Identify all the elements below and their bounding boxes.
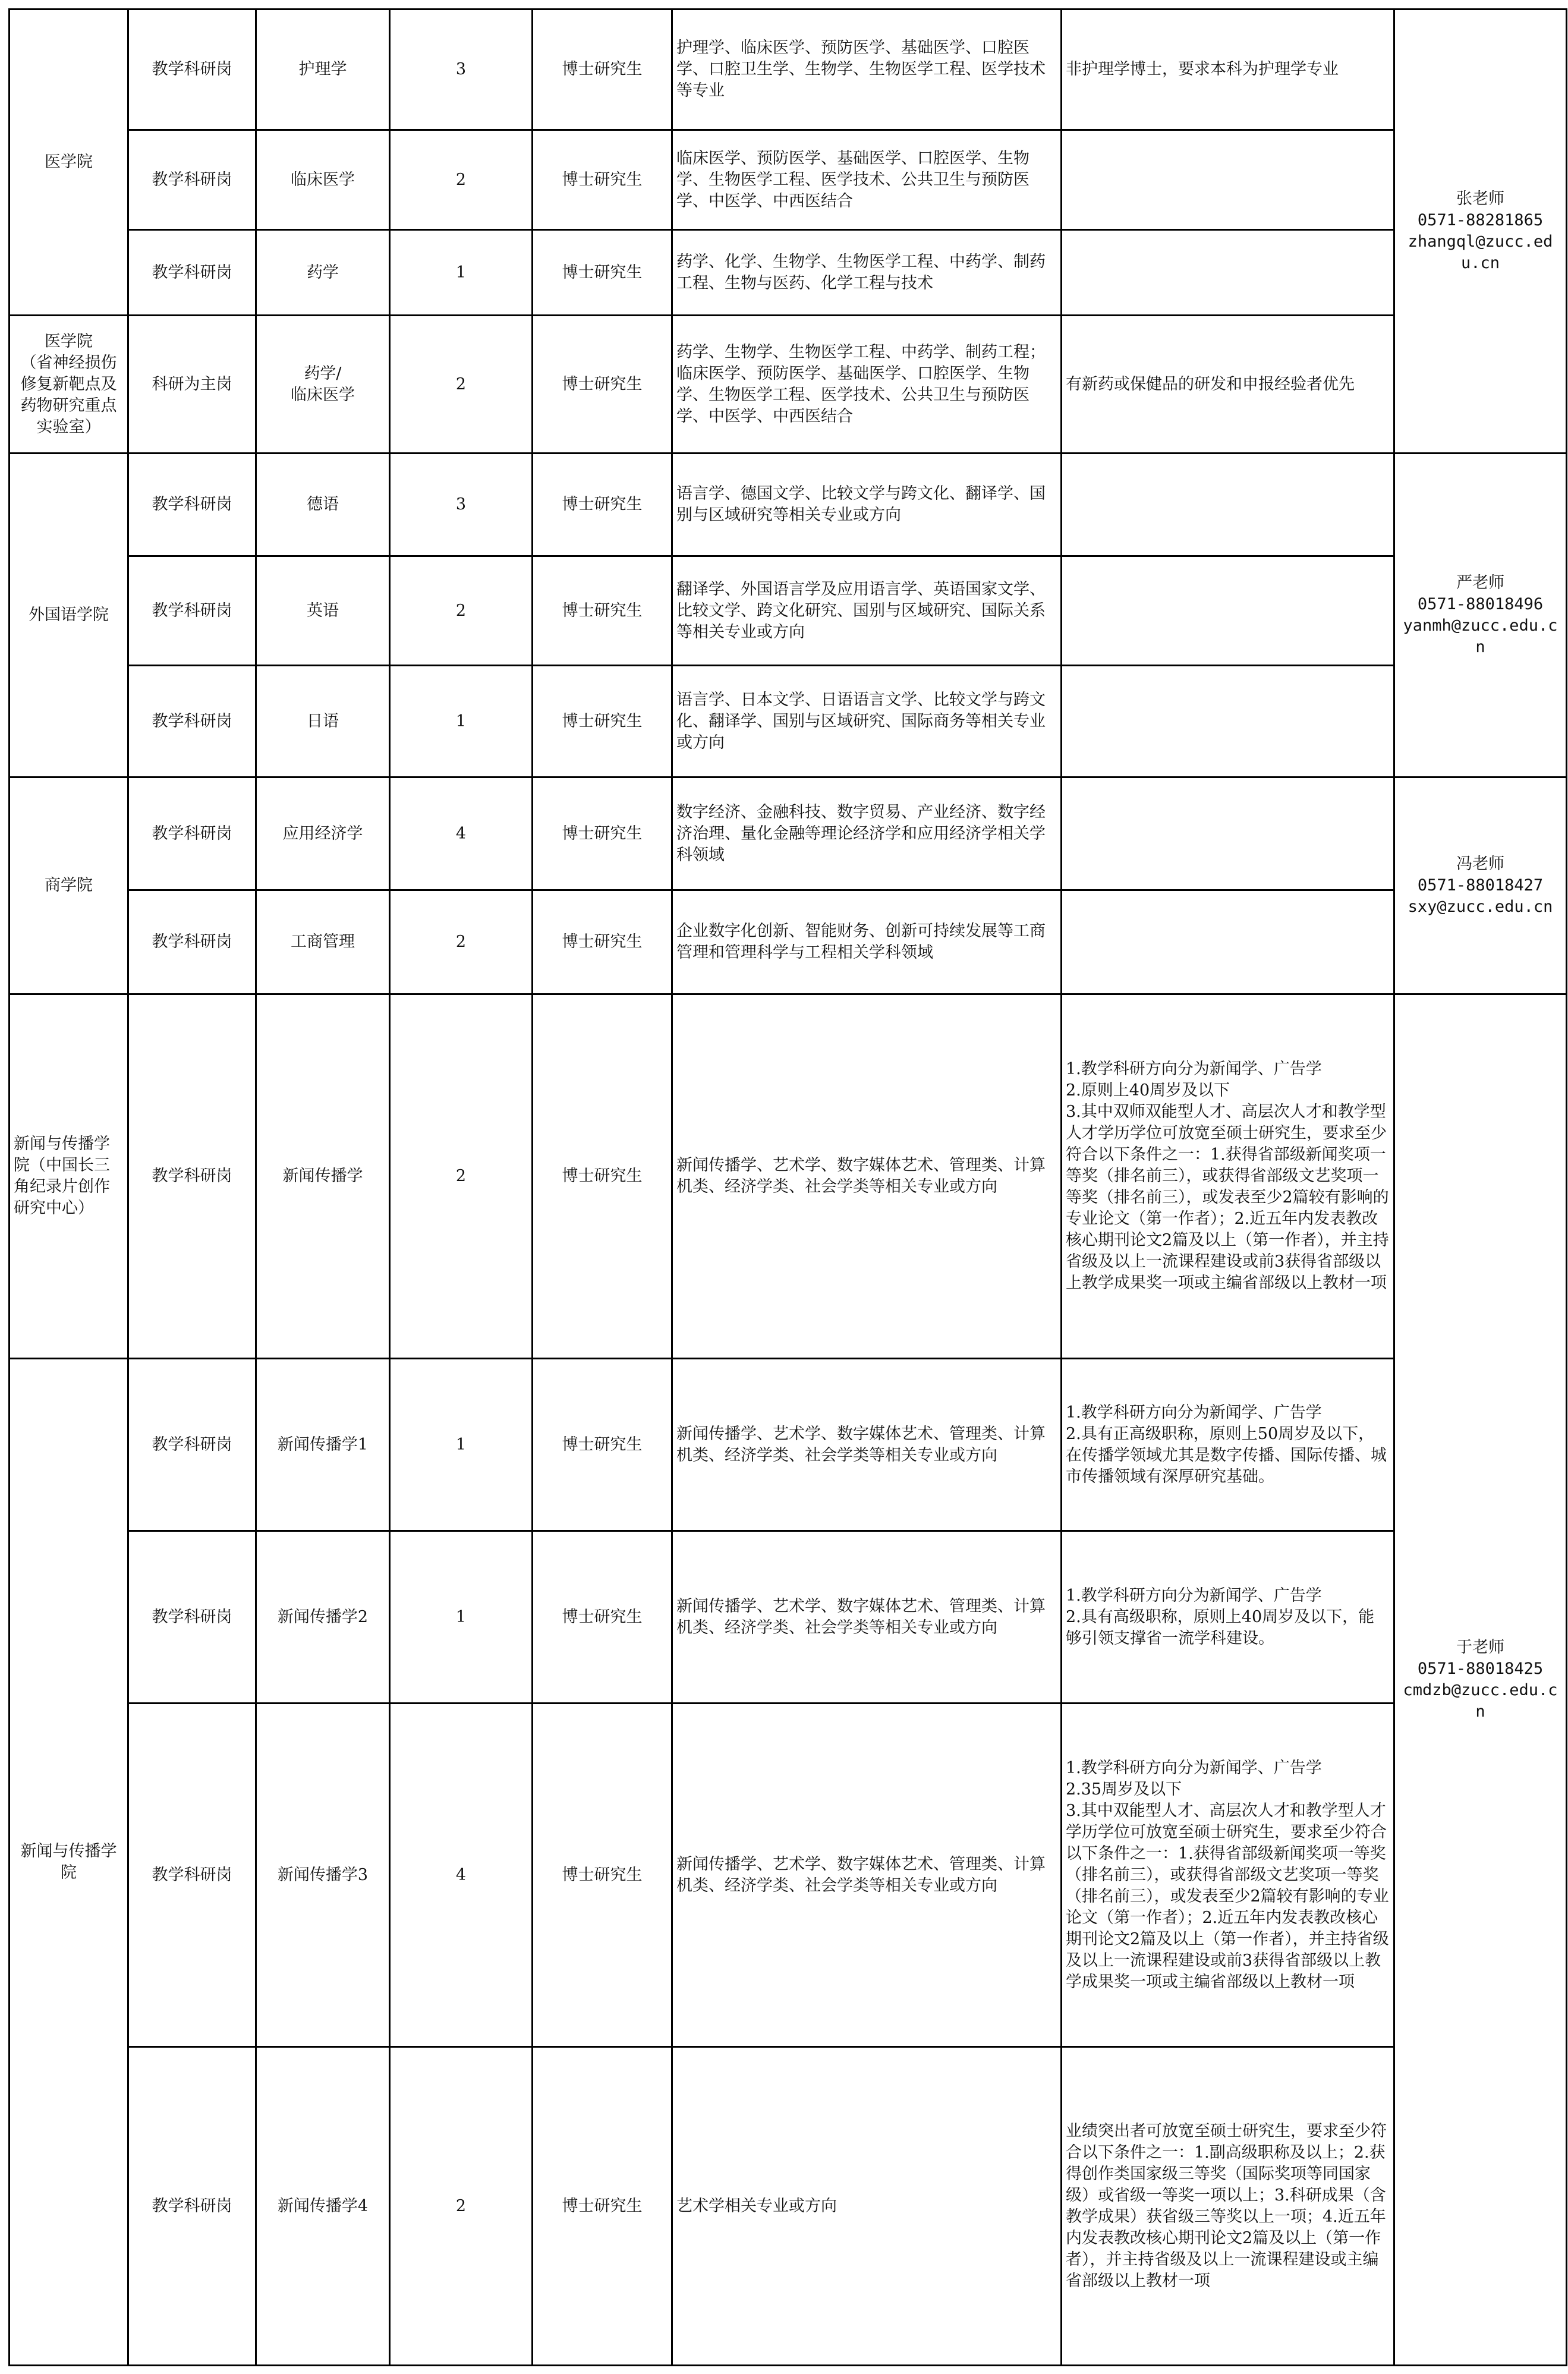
count-cell: 2 [390, 2047, 533, 2366]
contact-name: 严老师 [1456, 574, 1504, 592]
fields-cell: 语言学、日本文学、日语语言文学、比较文学与跨文化、翻译学、国别与区域研究、国际商务等相关专业或方向 [672, 666, 1062, 777]
notes-cell [1062, 130, 1394, 230]
count-cell: 2 [390, 130, 533, 230]
college-cell: 商学院 [10, 777, 128, 994]
degree-cell: 博士研究生 [533, 1359, 672, 1531]
major-cell: 日语 [256, 666, 390, 777]
major-cell: 药学/ 临床医学 [256, 316, 390, 454]
position-type-cell: 教学科研岗 [128, 1531, 256, 1704]
position-type-cell: 教学科研岗 [128, 10, 256, 130]
fields-cell: 新闻传播学、艺术学、数字媒体艺术、管理类、计算机类、经济学类、社会学类等相关专业或方向 [672, 1704, 1062, 2047]
notes-cell: 1.教学科研方向分为新闻学、广告学 2.原则上40周岁及以下 3.其中双师双能型人才、高层次人才和教学型人才学历学位可放宽至硕士研究生，要求至少符合以下条件之一：1.获得省部级新闻奖项一等奖（排名前三），或获得省部级文艺奖项一等奖（排名前三），或发表至少2篇较有影响的专业论文（第一作者）；2.近五年内发表教改核心期刊论文2篇及以上（第一作者），并主持省级及以上一流课程建设或前3获得省部级以上教学成果奖一项或主编省部级以上教材一项 [1062, 994, 1394, 1359]
table-row [10, 1359, 1567, 1531]
table-row [10, 777, 1567, 890]
notes-cell: 1.教学科研方向分为新闻学、广告学 2.35周岁及以下 3.其中双能型人才、高层次人才和教学型人才学历学位可放宽至硕士研究生，要求至少符合以下条件之一：1.获得省部级新闻奖项一等奖（排名前三），或获得省部级文艺奖项一等奖（排名前三），或发表至少2篇较有影响的专业论文（第一作者）；2.近五年内发表教改核心期刊论文2篇及以上（第一作者），并主持省级及以上一流课程建设或前3获得省部级以上教学成果奖一项或主编省部级以上教材一项 [1062, 1704, 1394, 2047]
major-cell: 新闻传播学1 [256, 1359, 390, 1531]
major-cell: 英语 [256, 556, 390, 666]
degree-cell: 博士研究生 [533, 890, 672, 994]
notes-cell [1062, 454, 1394, 556]
major-cell: 工商管理 [256, 890, 390, 994]
table-row [10, 130, 1567, 230]
contact-name: 张老师 [1456, 190, 1504, 208]
notes-cell [1062, 890, 1394, 994]
count-cell: 3 [390, 10, 533, 130]
position-type-cell: 教学科研岗 [128, 777, 256, 890]
contact-cell [1394, 994, 1567, 2366]
fields-cell: 新闻传播学、艺术学、数字媒体艺术、管理类、计算机类、经济学类、社会学类等相关专业或方向 [672, 1531, 1062, 1704]
count-cell: 2 [390, 556, 533, 666]
recruitment-table [8, 8, 1567, 2366]
major-cell: 新闻传播学4 [256, 2047, 390, 2366]
position-type-cell: 教学科研岗 [128, 556, 256, 666]
contact-phone: 0571-88018427 [1417, 876, 1544, 895]
fields-cell: 数字经济、金融科技、数字贸易、产业经济、数字经济治理、量化金融等理论经济学和应用经济学相关学科领域 [672, 777, 1062, 890]
notes-cell [1062, 777, 1394, 890]
degree-cell: 博士研究生 [533, 454, 672, 556]
position-type-cell: 教学科研岗 [128, 454, 256, 556]
notes-cell [1062, 230, 1394, 316]
table-row [10, 994, 1567, 1359]
college-cell: 外国语学院 [10, 454, 128, 777]
count-cell: 2 [390, 994, 533, 1359]
degree-cell: 博士研究生 [533, 10, 672, 130]
count-cell: 4 [390, 777, 533, 890]
major-cell: 新闻传播学2 [256, 1531, 390, 1704]
table-row [10, 2047, 1567, 2366]
college-cell: 新闻与传播学院（中国长三角纪录片创作研究中心） [10, 994, 128, 1359]
contact-phone: 0571-88281865 [1417, 211, 1544, 229]
position-type-cell: 教学科研岗 [128, 130, 256, 230]
count-cell: 1 [390, 230, 533, 316]
degree-cell: 博士研究生 [533, 1531, 672, 1704]
degree-cell: 博士研究生 [533, 777, 672, 890]
table-row [10, 556, 1567, 666]
degree-cell: 博士研究生 [533, 130, 672, 230]
degree-cell: 博士研究生 [533, 994, 672, 1359]
contact-cell [1394, 10, 1567, 454]
notes-cell: 有新药或保健品的研发和申报经验者优先 [1062, 316, 1394, 454]
count-cell: 3 [390, 454, 533, 556]
notes-cell: 非护理学博士，要求本科为护理学专业 [1062, 10, 1394, 130]
degree-cell: 博士研究生 [533, 556, 672, 666]
contact-name: 于老师 [1456, 1638, 1504, 1657]
notes-cell: 1.教学科研方向分为新闻学、广告学 2.具有高级职称，原则上40周岁及以下，能够引领支撑省一流学科建设。 [1062, 1531, 1394, 1704]
degree-cell: 博士研究生 [533, 316, 672, 454]
major-cell: 新闻传播学 [256, 994, 390, 1359]
count-cell: 4 [390, 1704, 533, 2047]
table-row [10, 890, 1567, 994]
count-cell: 2 [390, 890, 533, 994]
fields-cell: 新闻传播学、艺术学、数字媒体艺术、管理类、计算机类、经济学类、社会学类等相关专业或方向 [672, 994, 1062, 1359]
fields-cell: 翻译学、外国语言学及应用语言学、英语国家文学、比较文学、跨文化研究、国别与区域研究、国际关系等相关专业或方向 [672, 556, 1062, 666]
fields-cell: 药学、化学、生物学、生物医学工程、中药学、制药工程、生物与医药、化学工程与技术 [672, 230, 1062, 316]
contact-email: cmdzb@zucc.edu.cn [1403, 1681, 1558, 1721]
contact-cell [1394, 777, 1567, 994]
count-cell: 1 [390, 1359, 533, 1531]
count-cell: 1 [390, 666, 533, 777]
major-cell: 新闻传播学3 [256, 1704, 390, 2047]
table-row [10, 230, 1567, 316]
degree-cell: 博士研究生 [533, 2047, 672, 2366]
college-cell: 医学院 [10, 10, 128, 316]
notes-cell [1062, 666, 1394, 777]
position-type-cell: 科研为主岗 [128, 316, 256, 454]
table-row [10, 10, 1567, 130]
major-cell: 药学 [256, 230, 390, 316]
major-cell: 德语 [256, 454, 390, 556]
notes-cell: 1.教学科研方向分为新闻学、广告学 2.具有正高级职称，原则上50周岁及以下，在传播学领域尤其是数字传播、国际传播、城市传播领域有深厚研究基础。 [1062, 1359, 1394, 1531]
count-cell: 2 [390, 316, 533, 454]
contact-email: sxy@zucc.edu.cn [1408, 898, 1553, 916]
major-cell: 护理学 [256, 10, 390, 130]
contact-email: yanmh@zucc.edu.cn [1403, 616, 1558, 656]
table-row [10, 666, 1567, 777]
contact-phone: 0571-88018496 [1417, 595, 1544, 613]
fields-cell: 药学、生物学、生物医学工程、中药学、制药工程；临床医学、预防医学、基础医学、口腔医学、生物学、生物医学工程、医学技术、公共卫生与预防医学、中医学、中西医结合 [672, 316, 1062, 454]
contact-cell [1394, 454, 1567, 777]
position-type-cell: 教学科研岗 [128, 1359, 256, 1531]
major-cell: 应用经济学 [256, 777, 390, 890]
position-type-cell: 教学科研岗 [128, 1704, 256, 2047]
degree-cell: 博士研究生 [533, 230, 672, 316]
college-cell: 新闻与传播学院 [10, 1359, 128, 2366]
position-type-cell: 教学科研岗 [128, 666, 256, 777]
contact-email: zhangql@zucc.edu.cn [1408, 232, 1553, 272]
table-row [10, 1704, 1567, 2047]
college-cell: 医学院 （省神经损伤修复新靶点及药物研究重点实验室） [10, 316, 128, 454]
fields-cell: 语言学、德国文学、比较文学与跨文化、翻译学、国别与区域研究等相关专业或方向 [672, 454, 1062, 556]
notes-cell: 业绩突出者可放宽至硕士研究生，要求至少符合以下条件之一：1.副高级职称及以上；2.获得创作类国家级三等奖（国际奖项等同国家级）或省级一等奖一项以上；3.科研成果（含教学成果）获省级三等奖以上一项；4.近五年内发表教改核心期刊论文2篇及以上（第一作者），并主持省级及以上一流课程建设或主编省部级以上教材一项 [1062, 2047, 1394, 2366]
contact-name: 冯老师 [1456, 855, 1504, 873]
fields-cell: 护理学、临床医学、预防医学、基础医学、口腔医学、口腔卫生学、生物学、生物医学工程、医学技术等专业 [672, 10, 1062, 130]
table-row [10, 454, 1567, 556]
fields-cell: 企业数字化创新、智能财务、创新可持续发展等工商管理和管理科学与工程相关学科领域 [672, 890, 1062, 994]
major-cell: 临床医学 [256, 130, 390, 230]
degree-cell: 博士研究生 [533, 1704, 672, 2047]
notes-cell [1062, 556, 1394, 666]
position-type-cell: 教学科研岗 [128, 230, 256, 316]
count-cell: 1 [390, 1531, 533, 1704]
table-row [10, 316, 1567, 454]
position-type-cell: 教学科研岗 [128, 2047, 256, 2366]
position-type-cell: 教学科研岗 [128, 890, 256, 994]
contact-phone: 0571-88018425 [1417, 1660, 1544, 1678]
fields-cell: 新闻传播学、艺术学、数字媒体艺术、管理类、计算机类、经济学类、社会学类等相关专业或方向 [672, 1359, 1062, 1531]
fields-cell: 临床医学、预防医学、基础医学、口腔医学、生物学、生物医学工程、医学技术、公共卫生与预防医学、中医学、中西医结合 [672, 130, 1062, 230]
degree-cell: 博士研究生 [533, 666, 672, 777]
fields-cell: 艺术学相关专业或方向 [672, 2047, 1062, 2366]
table-row [10, 1531, 1567, 1704]
position-type-cell: 教学科研岗 [128, 994, 256, 1359]
